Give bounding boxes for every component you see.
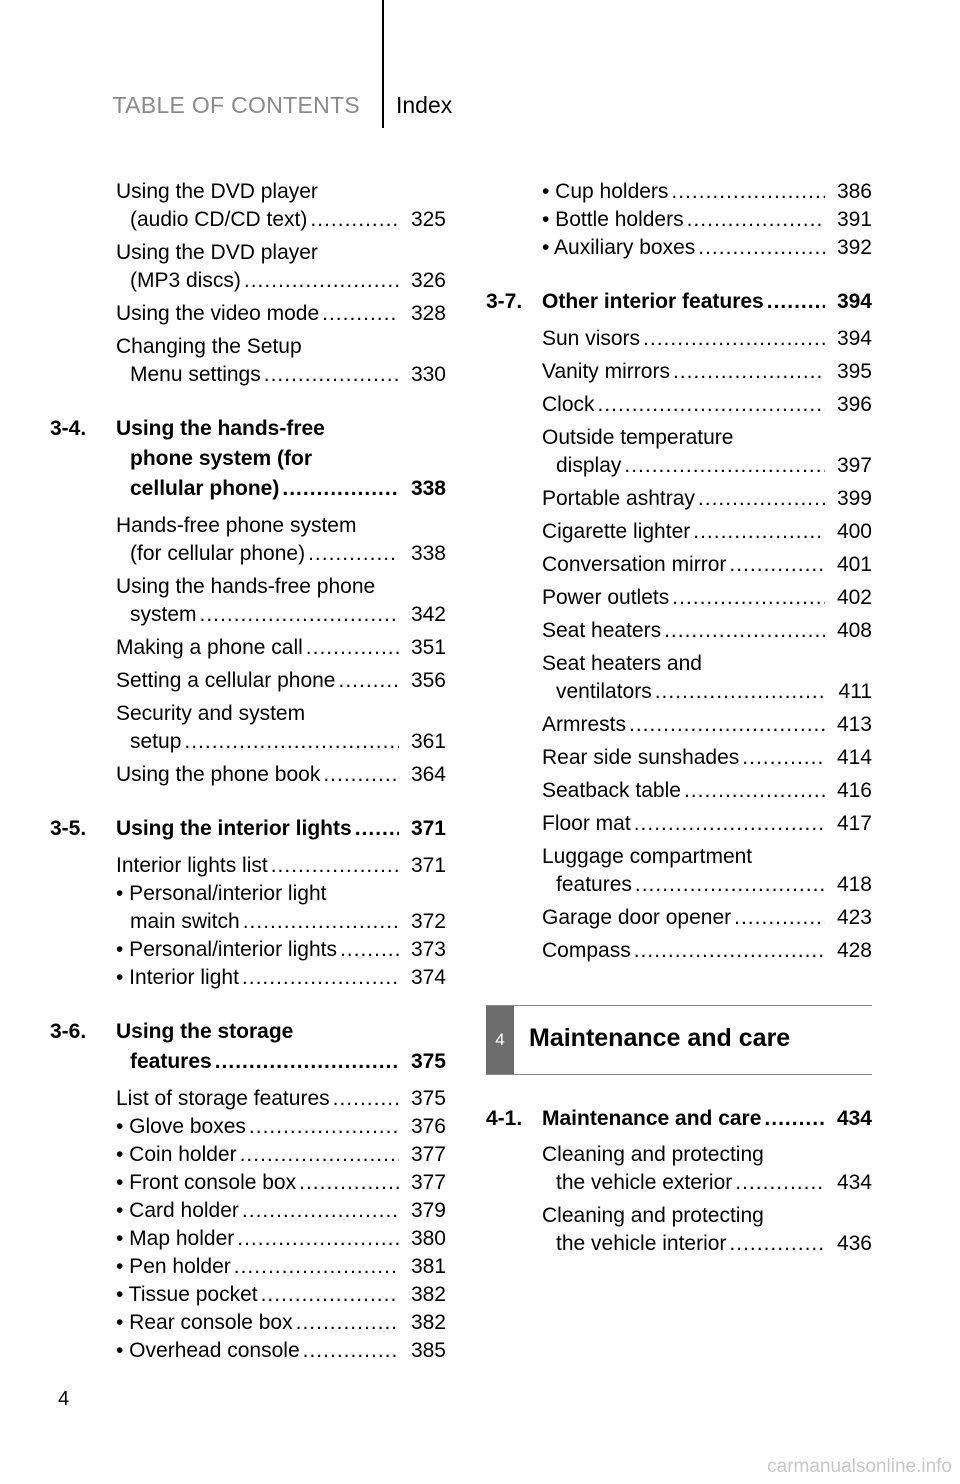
page-ref: 400 (836, 520, 872, 543)
page-ref: 342 (410, 603, 446, 626)
page-ref: 428 (836, 939, 872, 962)
toc-entry[interactable] (116, 1337, 446, 1365)
toc-section-3-6[interactable] (50, 1017, 446, 1077)
page-ref: 401 (836, 553, 872, 576)
header-toc-tab[interactable]: TABLE OF CONTENTS (112, 92, 360, 118)
entry-title: Setting a cellular phone (116, 669, 336, 692)
toc-entry[interactable] (542, 325, 872, 353)
chapter-title: Maintenance and care (529, 1024, 791, 1052)
entry-title: • Map holder (116, 1227, 235, 1250)
page-ref: 381 (410, 1255, 446, 1278)
entry-title: Conversation mirror (542, 553, 727, 576)
entry-title: Power outlets (542, 586, 670, 609)
entry-title: • Personal/interior light (116, 882, 327, 905)
toc-entry[interactable] (542, 234, 872, 262)
page-ref: 377 (410, 1171, 446, 1194)
page-ref: 386 (836, 180, 872, 203)
entry-title: Seatback table (542, 779, 681, 802)
toc-right-column (486, 178, 872, 970)
page-ref: 382 (410, 1311, 446, 1334)
page-ref: 374 (410, 966, 446, 989)
watermark: carmanualsonline.info (767, 1456, 952, 1477)
entry-title-cont: (for cellular phone) (130, 542, 306, 565)
entry-title: Hands-free phone system (116, 514, 357, 537)
page-ref: 385 (410, 1339, 446, 1362)
toc-entry[interactable] (542, 551, 872, 579)
entry-title-cont: main switch (130, 910, 240, 933)
entry-title: Armrests (542, 713, 626, 736)
toc-entry[interactable] (116, 333, 446, 389)
entry-title: Vanity mirrors (542, 360, 670, 383)
toc-entry[interactable] (116, 700, 446, 756)
toc-left-column (50, 178, 446, 1365)
entry-title: Luggage compartment (542, 845, 753, 868)
entry-title: • Coin holder (116, 1143, 237, 1166)
section-title: Maintenance and care (542, 1107, 762, 1130)
section-number: 3-5. (50, 817, 87, 840)
toc-entry[interactable] (116, 634, 446, 662)
entry-title: Changing the Setup (116, 335, 302, 358)
toc-entry[interactable] (116, 964, 446, 992)
toc-entry[interactable] (542, 584, 872, 612)
toc-section-3-5[interactable] (50, 814, 446, 844)
entry-title-cont: system (130, 603, 197, 626)
entry-title: Cleaning and protecting (542, 1143, 764, 1166)
page-ref: 376 (410, 1115, 446, 1138)
toc-entry[interactable] (542, 650, 872, 706)
toc-entry[interactable] (542, 777, 872, 805)
page-ref: 417 (836, 812, 872, 835)
toc-entry[interactable] (542, 744, 872, 772)
toc-entry[interactable] (116, 667, 446, 695)
page-ref: 391 (836, 208, 872, 231)
chapter-4-banner[interactable] (486, 1005, 872, 1075)
page-ref: 338 (410, 477, 446, 500)
toc-entry[interactable] (542, 843, 872, 899)
page-ref: 414 (836, 746, 872, 769)
page-ref: 399 (836, 487, 872, 510)
section-title: Using the interior lights (116, 817, 352, 840)
toc-entry[interactable] (542, 617, 872, 645)
page-ref: 326 (410, 269, 446, 292)
page-ref: 364 (410, 763, 446, 786)
entry-title: Cleaning and protecting (542, 1204, 764, 1227)
page-ref: 423 (836, 906, 872, 929)
toc-entry[interactable] (116, 1085, 446, 1113)
toc-entry[interactable] (116, 936, 446, 964)
chapter-number-tab: 4 (486, 1006, 514, 1074)
page-ref: 371 (410, 817, 446, 840)
toc-entry[interactable] (116, 1169, 446, 1197)
toc-entry[interactable] (542, 1202, 872, 1258)
header-index-tab[interactable]: Index (396, 92, 453, 118)
entry-title: Using the phone book (116, 763, 321, 786)
page-ref: 375 (410, 1087, 446, 1110)
page-ref: 418 (836, 873, 872, 896)
section-title: Using the hands-free (116, 417, 325, 440)
toc-right-column-lower (486, 1105, 872, 1263)
toc-entry[interactable] (116, 1225, 446, 1253)
toc-entry[interactable] (542, 904, 872, 932)
entry-title: • Cup holders (542, 180, 669, 203)
page-ref: 436 (836, 1232, 872, 1255)
page-ref: 402 (836, 586, 872, 609)
entry-title-cont: ventilators (556, 680, 652, 703)
toc-entry[interactable] (116, 1197, 446, 1225)
toc-section-3-7[interactable] (486, 287, 872, 317)
page-ref: 416 (836, 779, 872, 802)
toc-entry[interactable] (542, 178, 872, 206)
page-ref: 397 (836, 454, 872, 477)
toc-entry[interactable] (116, 1309, 446, 1337)
entry-title: Using the video mode (116, 302, 320, 325)
section-title-cont: features (130, 1050, 212, 1073)
page-ref: 392 (836, 236, 872, 259)
entry-title-cont: (audio CD/CD text) (130, 208, 308, 231)
page-ref: 382 (410, 1283, 446, 1306)
entry-title: Floor mat (542, 812, 631, 835)
toc-entry[interactable] (542, 485, 872, 513)
toc-entry[interactable] (542, 206, 872, 234)
page-ref: 325 (410, 208, 446, 231)
entry-title: Sun visors (542, 327, 641, 350)
toc-entry[interactable] (116, 852, 446, 880)
toc-entry[interactable] (542, 424, 872, 480)
entry-title: • Pen holder (116, 1255, 231, 1278)
section-number: 3-7. (486, 290, 523, 313)
entry-title: • Auxiliary boxes (542, 236, 696, 259)
page-ref: 328 (410, 302, 446, 325)
toc-entry[interactable] (542, 518, 872, 546)
entry-title: • Front console box (116, 1171, 297, 1194)
section-title: Other interior features (542, 290, 764, 313)
section-title: Using the storage (116, 1020, 294, 1043)
entry-title: • Overhead console (116, 1339, 300, 1362)
page-ref: 394 (836, 327, 872, 350)
page-ref: 338 (410, 542, 446, 565)
entry-title: • Bottle holders (542, 208, 684, 231)
page-number: 4 (58, 1388, 70, 1410)
entry-title: • Interior light (116, 966, 239, 989)
page-ref: 356 (410, 669, 446, 692)
page-ref: 434 (836, 1171, 872, 1194)
page-ref: 361 (410, 730, 446, 753)
toc-section-4-1[interactable] (486, 1105, 872, 1133)
entry-title: Interior lights list (116, 854, 268, 877)
entry-title: • Personal/interior lights (116, 938, 337, 961)
entry-title: Using the hands-free phone (116, 575, 376, 598)
toc-entry[interactable] (542, 711, 872, 739)
entry-title: Cigarette lighter (542, 520, 691, 543)
entry-title: Compass (542, 939, 631, 962)
toc-entry[interactable] (116, 761, 446, 789)
entry-title-cont: (MP3 discs) (130, 269, 241, 292)
section-number: 3-6. (50, 1020, 87, 1043)
toc-entry[interactable] (116, 1113, 446, 1141)
toc-entry[interactable] (116, 300, 446, 328)
toc-entry[interactable] (542, 358, 872, 386)
page-ref: 394 (836, 290, 872, 313)
entry-title: Seat heaters and (542, 652, 702, 675)
toc-entry[interactable] (116, 1281, 446, 1309)
entry-title: • Tissue pocket (116, 1283, 258, 1306)
section-title-cont: phone system (for (130, 447, 313, 470)
entry-title: • Glove boxes (116, 1115, 246, 1138)
page-ref: 372 (410, 910, 446, 933)
toc-entry[interactable] (542, 1141, 872, 1197)
entry-title-cont: the vehicle interior (556, 1232, 727, 1255)
toc-entry[interactable] (542, 937, 872, 965)
entry-title-cont: Menu settings (130, 363, 261, 386)
toc-section-3-4[interactable] (50, 414, 446, 504)
entry-title: • Card holder (116, 1199, 239, 1222)
page-ref: 379 (410, 1199, 446, 1222)
entry-title-cont: display (556, 454, 622, 477)
entry-title-cont: the vehicle exterior (556, 1171, 733, 1194)
entry-title: Outside temperature (542, 426, 734, 449)
page-ref: 434 (836, 1107, 872, 1130)
entry-title: Security and system (116, 702, 306, 725)
page-ref: 380 (410, 1227, 446, 1250)
entry-title-cont: features (556, 873, 632, 896)
page-ref: 396 (836, 393, 872, 416)
page-ref: 395 (836, 360, 872, 383)
page-ref: 330 (410, 363, 446, 386)
toc-entry[interactable] (542, 810, 872, 838)
section-number: 4-1. (486, 1107, 523, 1130)
section-number: 3-4. (50, 417, 87, 440)
section-title-cont: cellular phone) (130, 477, 280, 500)
page-ref: 411 (838, 680, 872, 703)
toc-entry[interactable] (542, 391, 872, 419)
page-ref: 371 (410, 854, 446, 877)
page-ref: 413 (836, 713, 872, 736)
header-divider (382, 0, 384, 128)
entry-title: Clock (542, 393, 595, 416)
entry-title: • Rear console box (116, 1311, 293, 1334)
page-ref: 375 (410, 1050, 446, 1073)
entry-title: Garage door opener (542, 906, 732, 929)
entry-title: Portable ashtray (542, 487, 695, 510)
page-ref: 373 (410, 938, 446, 961)
toc-entry[interactable] (116, 573, 446, 629)
toc-entry[interactable] (116, 178, 446, 234)
entry-title: List of storage features (116, 1087, 330, 1110)
page-ref: 351 (410, 636, 446, 659)
entry-title: Rear side sunshades (542, 746, 740, 769)
toc-entry[interactable] (116, 1253, 446, 1281)
page-ref: 377 (410, 1143, 446, 1166)
entry-title: Making a phone call (116, 636, 303, 659)
entry-title: Using the DVD player (116, 180, 318, 203)
entry-title-cont: setup (130, 730, 182, 753)
entry-title: Using the DVD player (116, 241, 318, 264)
toc-entry[interactable] (116, 239, 446, 295)
toc-entry[interactable] (116, 512, 446, 568)
toc-entry[interactable] (116, 880, 446, 936)
toc-entry[interactable] (116, 1141, 446, 1169)
page-ref: 408 (836, 619, 872, 642)
entry-title: Seat heaters (542, 619, 662, 642)
